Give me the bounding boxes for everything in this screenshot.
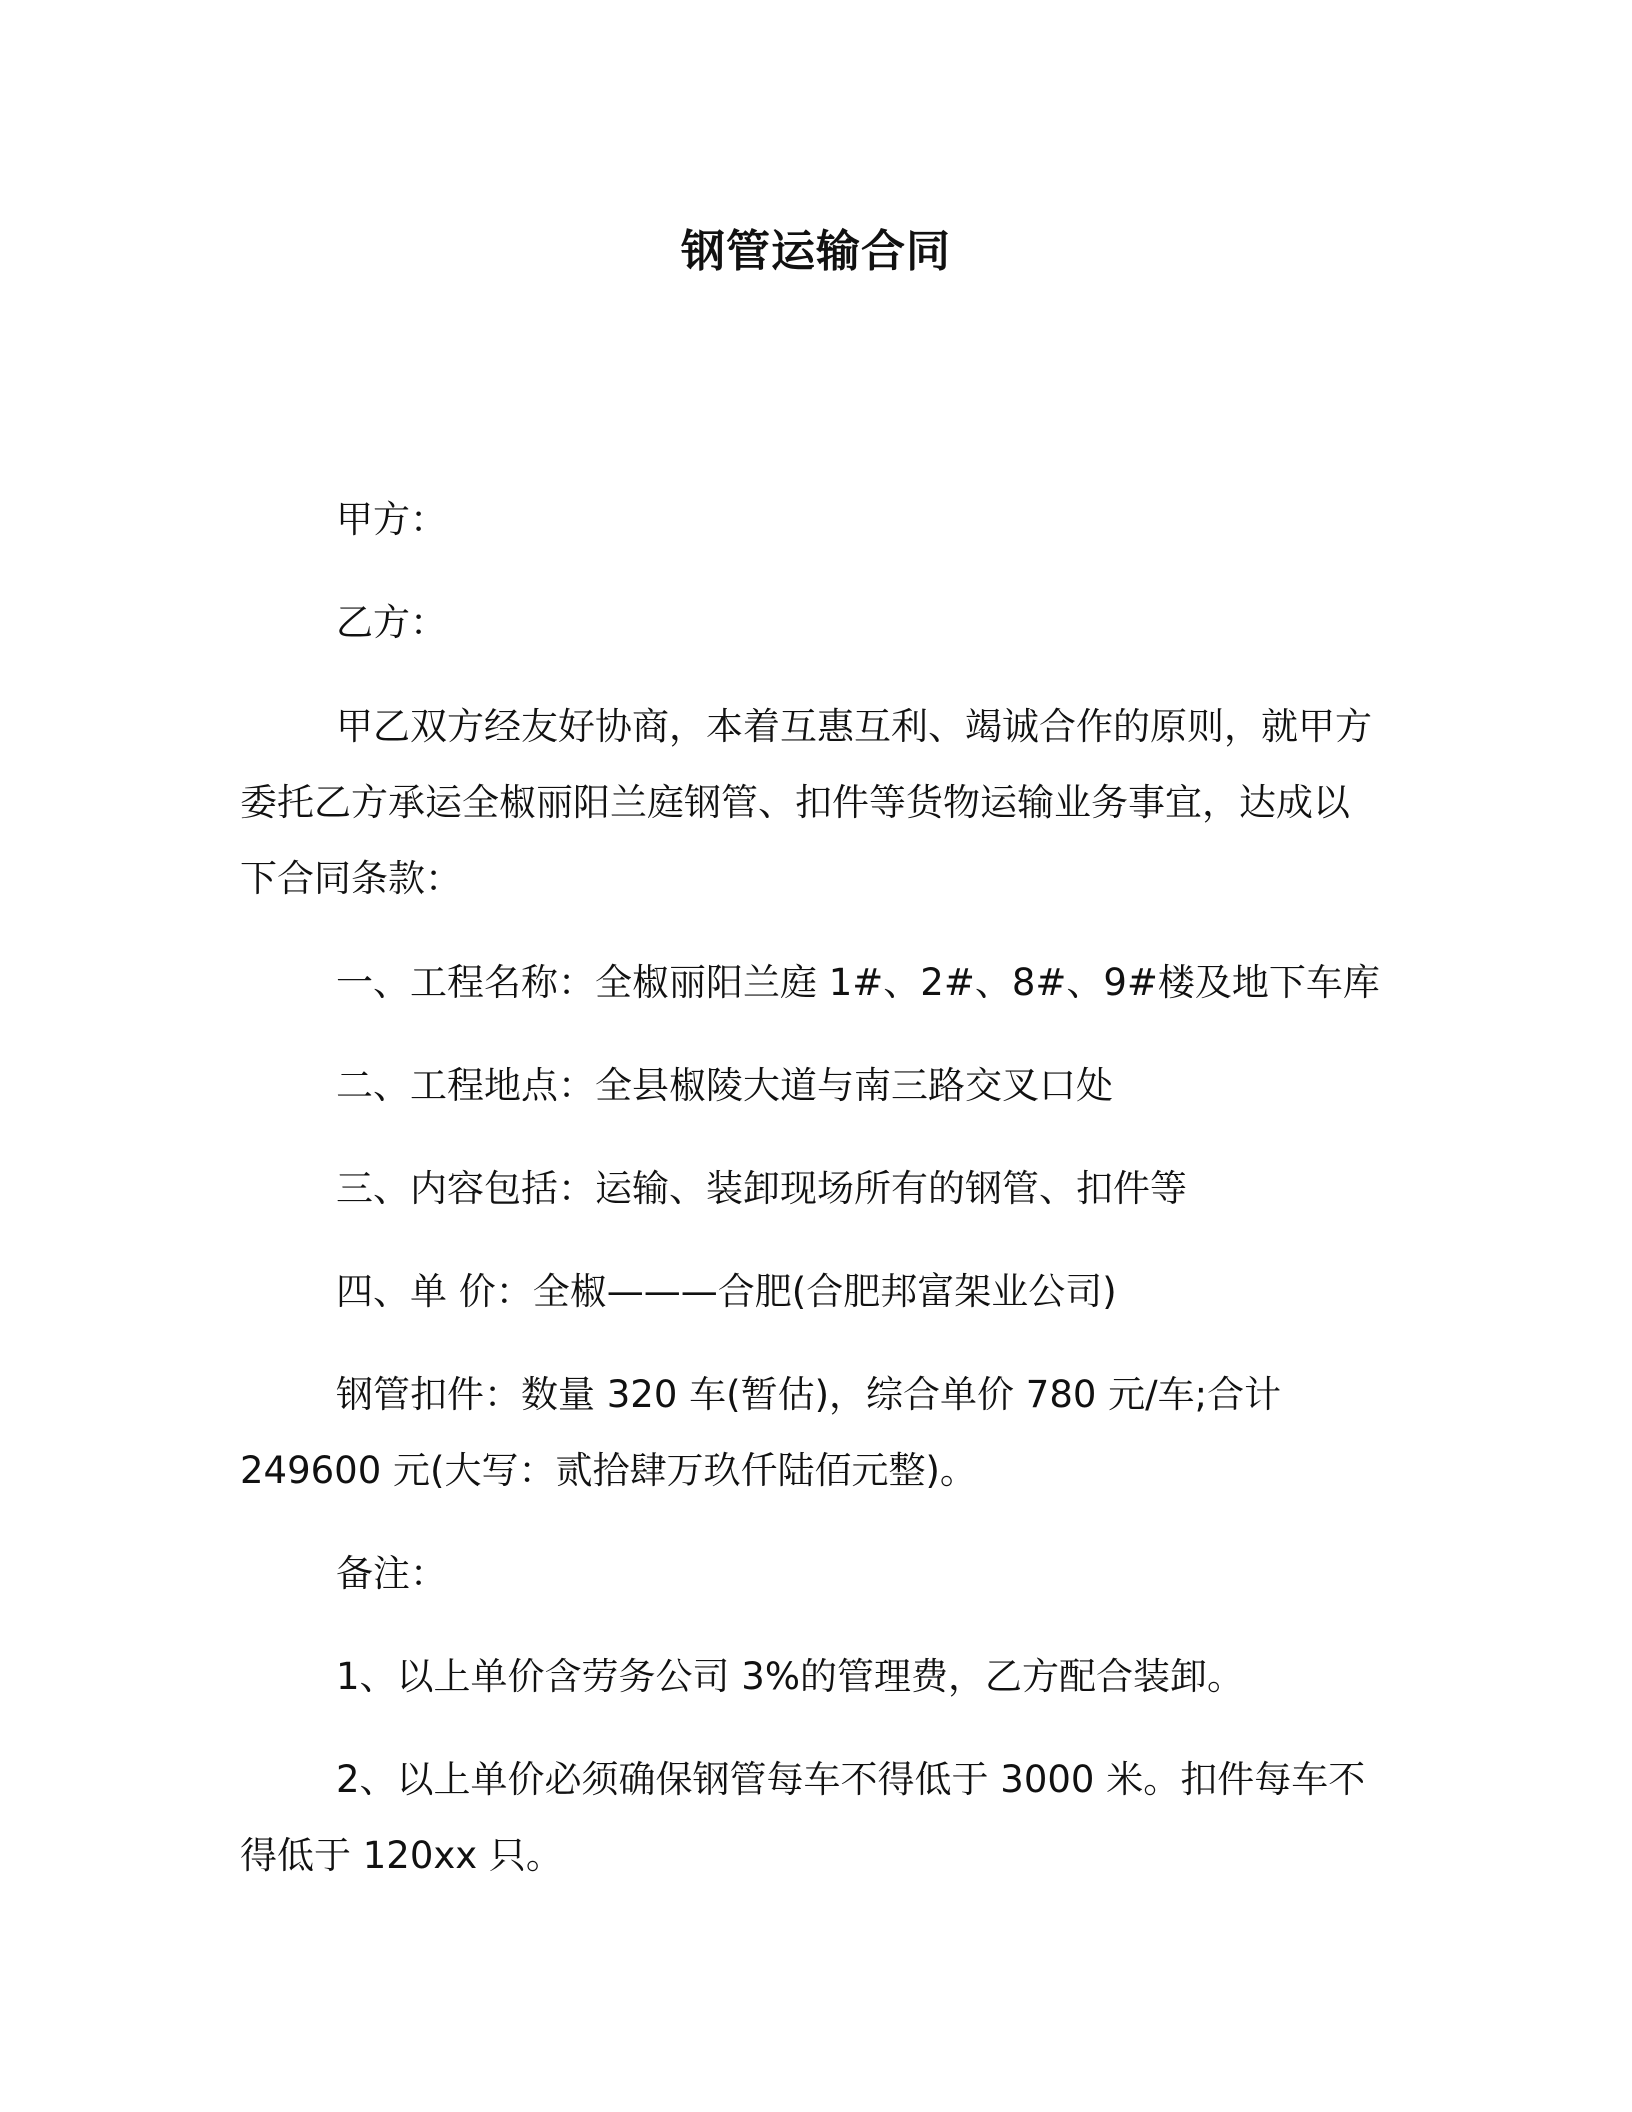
pricing-line-1: 钢管扣件：数量 320 车(暂估)，综合单价 780 元/车;合计 — [336, 1373, 1282, 1416]
clause-project-location: 二、工程地点：全县椒陵大道与南三路交叉口处 — [336, 1064, 1113, 1107]
pricing-line-2: 249600 元(大写：贰拾肆万玖仟陆佰元整)。 — [240, 1449, 977, 1492]
clause-unit-price: 四、单 价：全椒———合肥(合肥邦富架业公司) — [336, 1270, 1117, 1313]
document-title: 钢管运输合同 — [681, 226, 951, 277]
clause-content: 三、内容包括：运输、装卸现场所有的钢管、扣件等 — [336, 1167, 1187, 1210]
clause-project-name: 一、工程名称：全椒丽阳兰庭 1#、2#、8#、9#楼及地下车库 — [336, 961, 1380, 1004]
remarks-label: 备注： — [336, 1552, 447, 1595]
remark-2-line-1: 2、以上单价必须确保钢管每车不得低于 3000 米。扣件每车不 — [336, 1758, 1366, 1801]
intro-line-1: 甲乙双方经友好协商，本着互惠互利、竭诚合作的原则，就甲方 — [336, 705, 1372, 748]
party-b-label: 乙方： — [336, 601, 447, 644]
remark-1: 1、以上单价含劳务公司 3%的管理费，乙方配合装卸。 — [336, 1655, 1244, 1698]
intro-line-3: 下合同条款： — [240, 857, 462, 900]
intro-line-2: 委托乙方承运全椒丽阳兰庭钢管、扣件等货物运输业务事宜，达成以 — [240, 781, 1350, 824]
remark-2-line-2: 得低于 120xx 只。 — [240, 1834, 563, 1877]
party-a-label: 甲方： — [336, 498, 447, 541]
